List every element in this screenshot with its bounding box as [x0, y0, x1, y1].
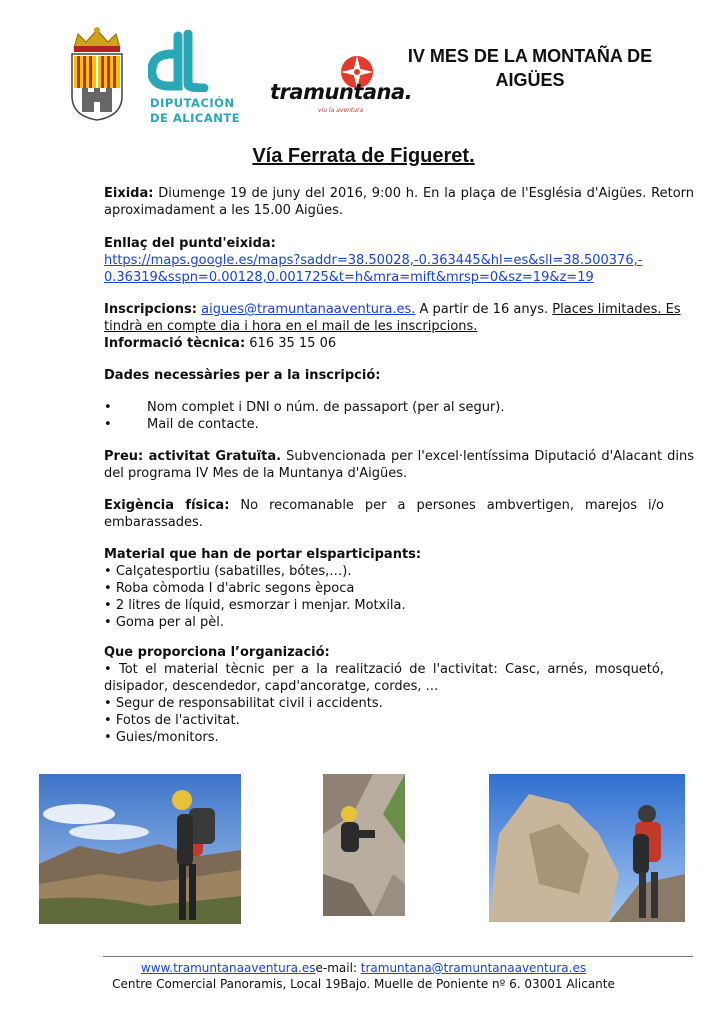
exigencia-label: Exigència física: [104, 498, 230, 513]
inscripcions-age: A partir de 16 anys. [415, 302, 553, 317]
event-title-line-2: AIGÜES [495, 70, 565, 90]
enllac-label: Enllaç del puntd'eixida: [104, 236, 276, 251]
municipal-crest-logo [68, 26, 126, 122]
organitzacio-heading: Que proporciona l’organizació: [104, 645, 330, 660]
info-tecnica-label: Informació tècnica: [104, 336, 246, 351]
list-item: • Segur de responsabilitat civil i accidents. [104, 695, 664, 712]
material-block [104, 546, 694, 631]
footer-mail-link[interactable]: tramuntana@tramuntanaaventura.es [360, 961, 587, 975]
inscripcions-email-link[interactable]: aigues@tramuntanaaventura.es. [201, 302, 416, 317]
dip-line-2: DE ALICANTE [150, 111, 241, 125]
page-title: Vía Ferrata de Figueret. [252, 145, 475, 167]
eixida-text: Diumenge 19 de juny del 2016, 9:00 h. En la plaça de l'Església d'Aigües. Retorn aproximadament a les 15.00 Aigües. [104, 186, 694, 218]
climber-ridge-photo [489, 774, 685, 922]
footer-contact [0, 961, 727, 976]
eixida-label: Eixida: [104, 186, 154, 201]
eixida-paragraph [104, 185, 694, 219]
enllac-block [104, 235, 704, 286]
list-item: • Fotos de l'activitat. [104, 712, 664, 729]
organitzacio-block [104, 644, 664, 746]
info-tecnica-phone: 616 35 15 06 [245, 336, 337, 351]
footer-web-link[interactable]: www.tramuntanaaventura.es [140, 961, 316, 975]
footer-address: Centre Comercial Panoramis, Local 19Bajo. Muelle de Poniente nº 6. 03001 Alicante [112, 977, 615, 991]
tramuntana-tagline: viu la aventura [318, 107, 364, 114]
footer-divider [103, 956, 693, 957]
list-item: • Tot el material tècnic per a la realització de l'activitat: Casc, arnés, mosquetó, disipador, descendedor, capd'ancoratge, cordes, ... [104, 661, 664, 695]
list-item: • Nom complet i DNI o núm. de passaport (per al segur). [104, 400, 505, 415]
exigencia-paragraph [104, 497, 664, 531]
event-title-line-1: IV MES DE LA MONTAÑA DE [407, 46, 653, 66]
exigencia-text: No recomanable per a persones ambvertigen, marejos i/o embarassades. [104, 498, 664, 530]
maps-link[interactable] [104, 253, 642, 285]
diputacion-logo-text [150, 96, 240, 126]
dades-list [104, 399, 694, 433]
dades-heading: Dades necessàries per a la inscripció: [104, 368, 381, 383]
dip-line-1: DIPUTACIÓN [150, 96, 235, 110]
diputacion-logo-mark [148, 30, 210, 92]
list-item: • Guies/monitors. [104, 729, 664, 746]
maps-link-line-2[interactable]: 0.36319&sspn=0.00128,0.001725&t=h&mra=mift&mrsp=0&sz=19&z=19 [104, 270, 594, 285]
climber-rockface-photo [323, 774, 405, 916]
climber-landscape-photo [39, 774, 241, 924]
footer-mail-label: e-mail: [315, 961, 361, 975]
event-title [395, 44, 665, 92]
preu-label: Preu: activitat Gratuïta. [104, 449, 282, 464]
list-item: • Goma per al pèl. [104, 614, 694, 631]
preu-paragraph [104, 448, 694, 482]
inscripcions-note: Places limitades. Es tindrà en compte dia i hora en el mail de les inscripcions. [104, 302, 681, 334]
inscripcions-block [104, 301, 694, 352]
list-item: • Mail de contacte. [104, 417, 259, 432]
maps-link-line-1[interactable]: https://maps.google.es/maps?saddr=38.50028,-0.363445&hl=es&sll=38.500376,- [104, 253, 643, 268]
preu-text: Subvencionada per l'excel·lentíssima Diputació d'Alacant dins del programa IV Mes de la Muntanya d'Aigües. [104, 449, 694, 481]
list-item: • Calçatesportiu (sabatilles, bótes,…). [104, 563, 694, 580]
list-item: • 2 litres de líquid, esmorzar i menjar. Motxila. [104, 597, 694, 614]
list-item: • Roba còmoda I d'abric segons època [104, 580, 694, 597]
tramuntana-brand-name: tramuntana. [270, 80, 413, 104]
inscripcions-label: Inscripcions: [104, 302, 197, 317]
material-heading: Material que han de portar elsparticipants: [104, 547, 422, 562]
